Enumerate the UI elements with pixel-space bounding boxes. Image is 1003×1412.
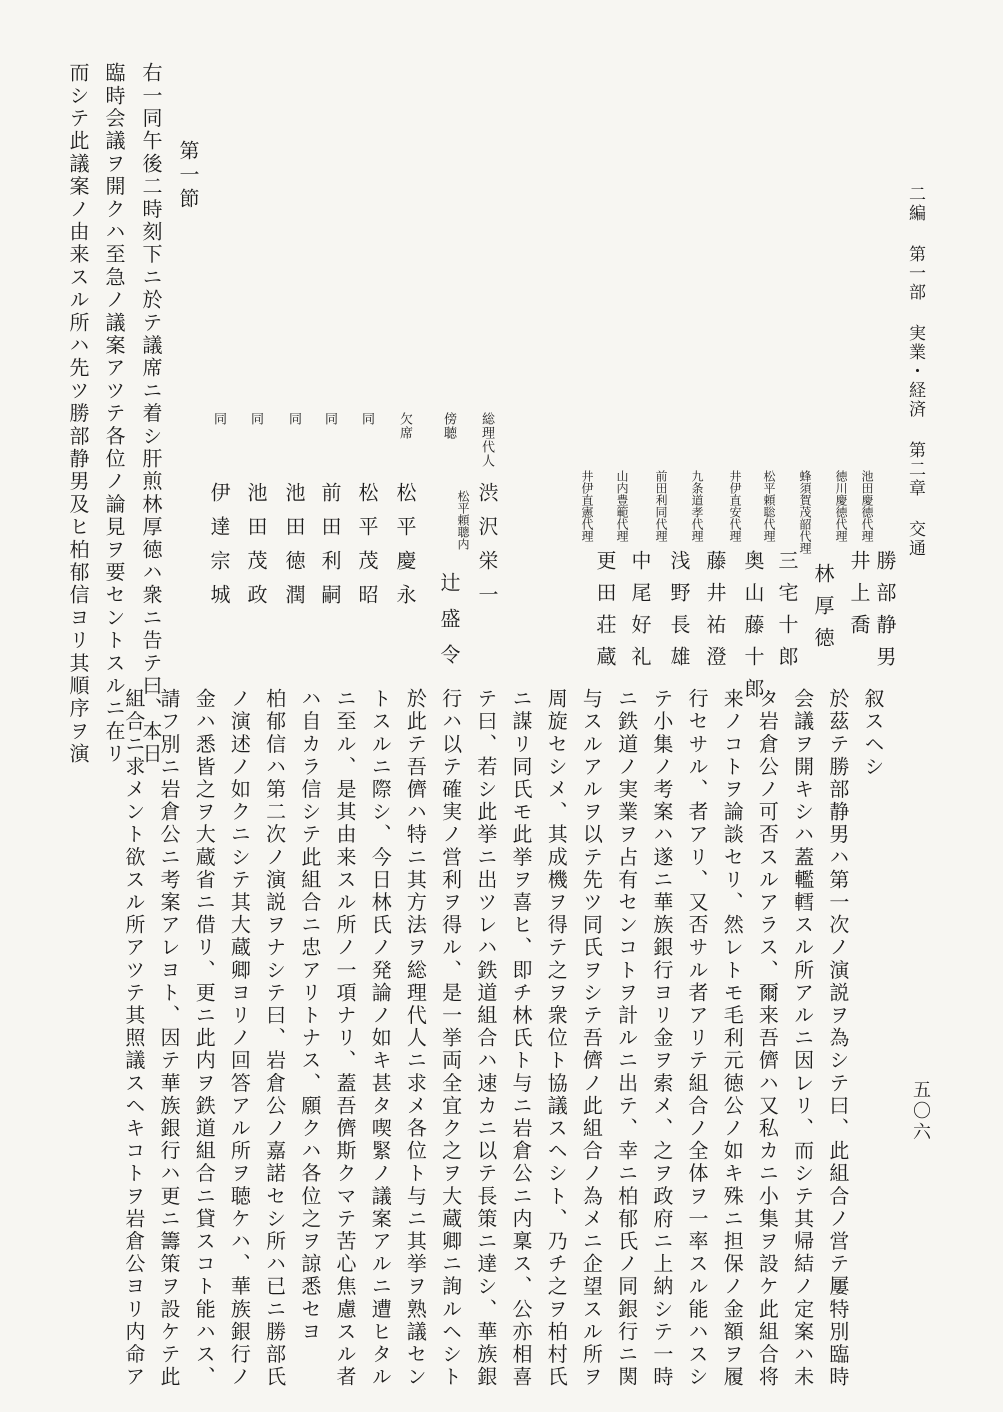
body-line: 金ハ悉皆之ヲ大蔵省ニ借リ、更ニ此内ヲ鉄道組合ニ貸スコト能ハス、	[192, 688, 217, 1389]
section-line: 右一同午後二時刻下ニ於テ議席ニ着シ肝煎林厚徳ハ衆ニ告テ曰、本日	[139, 62, 163, 766]
role-name: 前田利嗣	[318, 482, 342, 618]
role-label: 同	[211, 412, 226, 426]
attendee-name: 林厚徳	[811, 563, 835, 659]
body-line: ノ演述ノ如クニシテ其大蔵卿ヨリノ回答アル所ヲ聴ケハ、華族銀行ノ	[227, 688, 252, 1389]
attendee-proxy-label: 井伊直安代理	[728, 470, 742, 542]
role-label: 傍聴	[441, 412, 456, 440]
body-line: 周旋セシメ、其成機ヲ得テ之ヲ衆位ト協議スヘシト、乃チ之ヲ柏村氏	[544, 688, 569, 1389]
attendee-proxy-label: 九条道孝代理	[690, 470, 704, 542]
body-line: ニ至ル、是其由来スル所ノ一項ナリ、蓋吾儕斯クマテ苦心焦慮スル者	[333, 688, 357, 1389]
running-title: 二編 第一部 実業・経済 第二章 交通	[905, 185, 925, 558]
role-label: 総理代人	[479, 412, 494, 468]
attendee-proxy-label: 井伊直憲代理	[580, 470, 594, 542]
body-line: テ曰、若シ此挙ニ出ツレハ鉄道組合ハ速カニ以テ長策ニ達シ、華族銀	[473, 688, 498, 1389]
body-line: テ小集ノ考案ハ遂ニ華族銀行ヨリ金ヲ索メ、之ヲ政府ニ上納シテ一時	[649, 688, 674, 1389]
attendee-name: 三宅十郎	[775, 550, 799, 678]
section-line: 而シテ此議案ノ由来スル所ハ先ツ勝部静男及ヒ柏郁信ヨリ其順序ヲ演	[66, 62, 90, 766]
role-name: 池田徳潤	[282, 482, 306, 618]
body-line: 於茲テ勝部静男ハ第一次ノ演説ヲ為シテ曰、此組合ノ営テ屢特別臨時	[825, 688, 850, 1389]
body-line: 来ノコトヲ論談セリ、然レトモ毛利元徳公ノ如キ殊ニ担保ノ金額ヲ履	[720, 688, 745, 1389]
body-line: 行セサル、者アリ、又否サル者アリテ組合ノ全体ヲ一率スル能ハスシ	[685, 688, 709, 1389]
role-label: 同	[286, 412, 301, 426]
body-line: 会議ヲ開キシハ蓋轞轌スル所アルニ因レリ、而シテ其帰結ノ定案ハ未	[790, 688, 815, 1389]
role-label: 同	[359, 412, 374, 426]
role-label: 同	[322, 412, 337, 426]
attendee-proxy-label: 山内豊範代理	[615, 470, 629, 542]
attendee-name: 井上喬	[847, 550, 871, 646]
attendee-name: 藤井祐澄	[703, 550, 727, 678]
body-line: トスルニ際シ、今日林氏ノ発論ノ如キ甚タ喫緊ノ議案アルニ遭ヒタル	[368, 688, 393, 1389]
role-name: 辻盛令	[437, 572, 461, 680]
role-label: 欠席	[397, 412, 412, 440]
role-name: 渋沢栄一	[475, 482, 499, 618]
body-line: 行ハ以テ確実ノ営利ヲ得ル、是一挙両全宜ク之ヲ大蔵卿ニ詢ルヘシト	[438, 688, 463, 1389]
body-line: 叙スヘシ	[861, 688, 885, 779]
body-line: 組合ニ求メント欲スル所アツテ其照議スヘキコトヲ岩倉公ヨリ内命ア	[121, 688, 146, 1389]
body-line: 於此テ吾儕ハ特ニ其方法ヲ総理代人ニ求メ各位ト与ニ其挙ヲ熟議セン	[403, 688, 428, 1389]
role-name: 池田茂政	[244, 482, 268, 618]
attendee-proxy-label: 前田利同代理	[654, 470, 668, 542]
attendee-name: 浅野長雄	[667, 550, 691, 678]
attendee-name: 奥山藤十郎	[741, 550, 765, 710]
body-line: 与スルアルヲ以テ先ツ同氏ヲシテ吾儕ノ此組合ノ為メニ企望スル所ヲ	[579, 688, 604, 1389]
role-name: 松平茂昭	[355, 482, 379, 618]
body-line: 柏郁信ハ第二次ノ演説ヲナシテ曰、岩倉公ノ嘉諾セシ所ハ已ニ勝部氏	[262, 688, 287, 1389]
section-line: 臨時会議ヲ開クハ至急ノ議案アツテ各位ノ論見ヲ要セントスルニ在リ	[102, 62, 126, 766]
body-line: ニ鉄道ノ実業ヲ占有センコトヲ計ルニ出テ、幸ニ柏郁氏ノ同銀行ニ関	[614, 688, 639, 1389]
body-line: 請フ別ニ岩倉公ニ考案アレヨト、因テ華族銀行ハ更ニ籌策ヲ設ケテ此	[157, 688, 181, 1389]
attendee-proxy-label: 徳川慶徳代理	[834, 470, 848, 542]
attendee-proxy-label: 松平頼聡代理	[762, 470, 776, 542]
body-line: ニ謀リ同氏モ此挙ヲ喜ヒ、即チ林氏ト与ニ岩倉公ニ内稟ス、公亦相喜	[509, 688, 533, 1389]
page-number: 五〇六	[910, 1080, 931, 1143]
attendee-name: 中尾好礼	[628, 550, 652, 678]
role-label: 同	[248, 412, 263, 426]
section-title: 第一節	[176, 140, 200, 212]
role-name: 伊達宗城	[207, 482, 231, 618]
role-sub-label: 松平頼聰内	[456, 490, 470, 550]
body-line: タ岩倉公ノ可否スルアラス、爾来吾儕ハ又私カニ小集ヲ設ケ此組合将	[755, 688, 780, 1389]
role-name: 松平慶永	[393, 482, 417, 618]
attendee-name: 勝部静男	[873, 550, 897, 678]
body-line: ハ自カラ信シテ此組合ニ忠アリトナス、願クハ各位之ヲ諒悉セヨ	[297, 688, 322, 1344]
attendee-proxy-label: 池田慶徳代理	[860, 470, 874, 542]
attendee-proxy-label: 蜂須賀茂韶代理	[798, 470, 812, 554]
attendee-name: 更田荘蔵	[593, 550, 617, 678]
